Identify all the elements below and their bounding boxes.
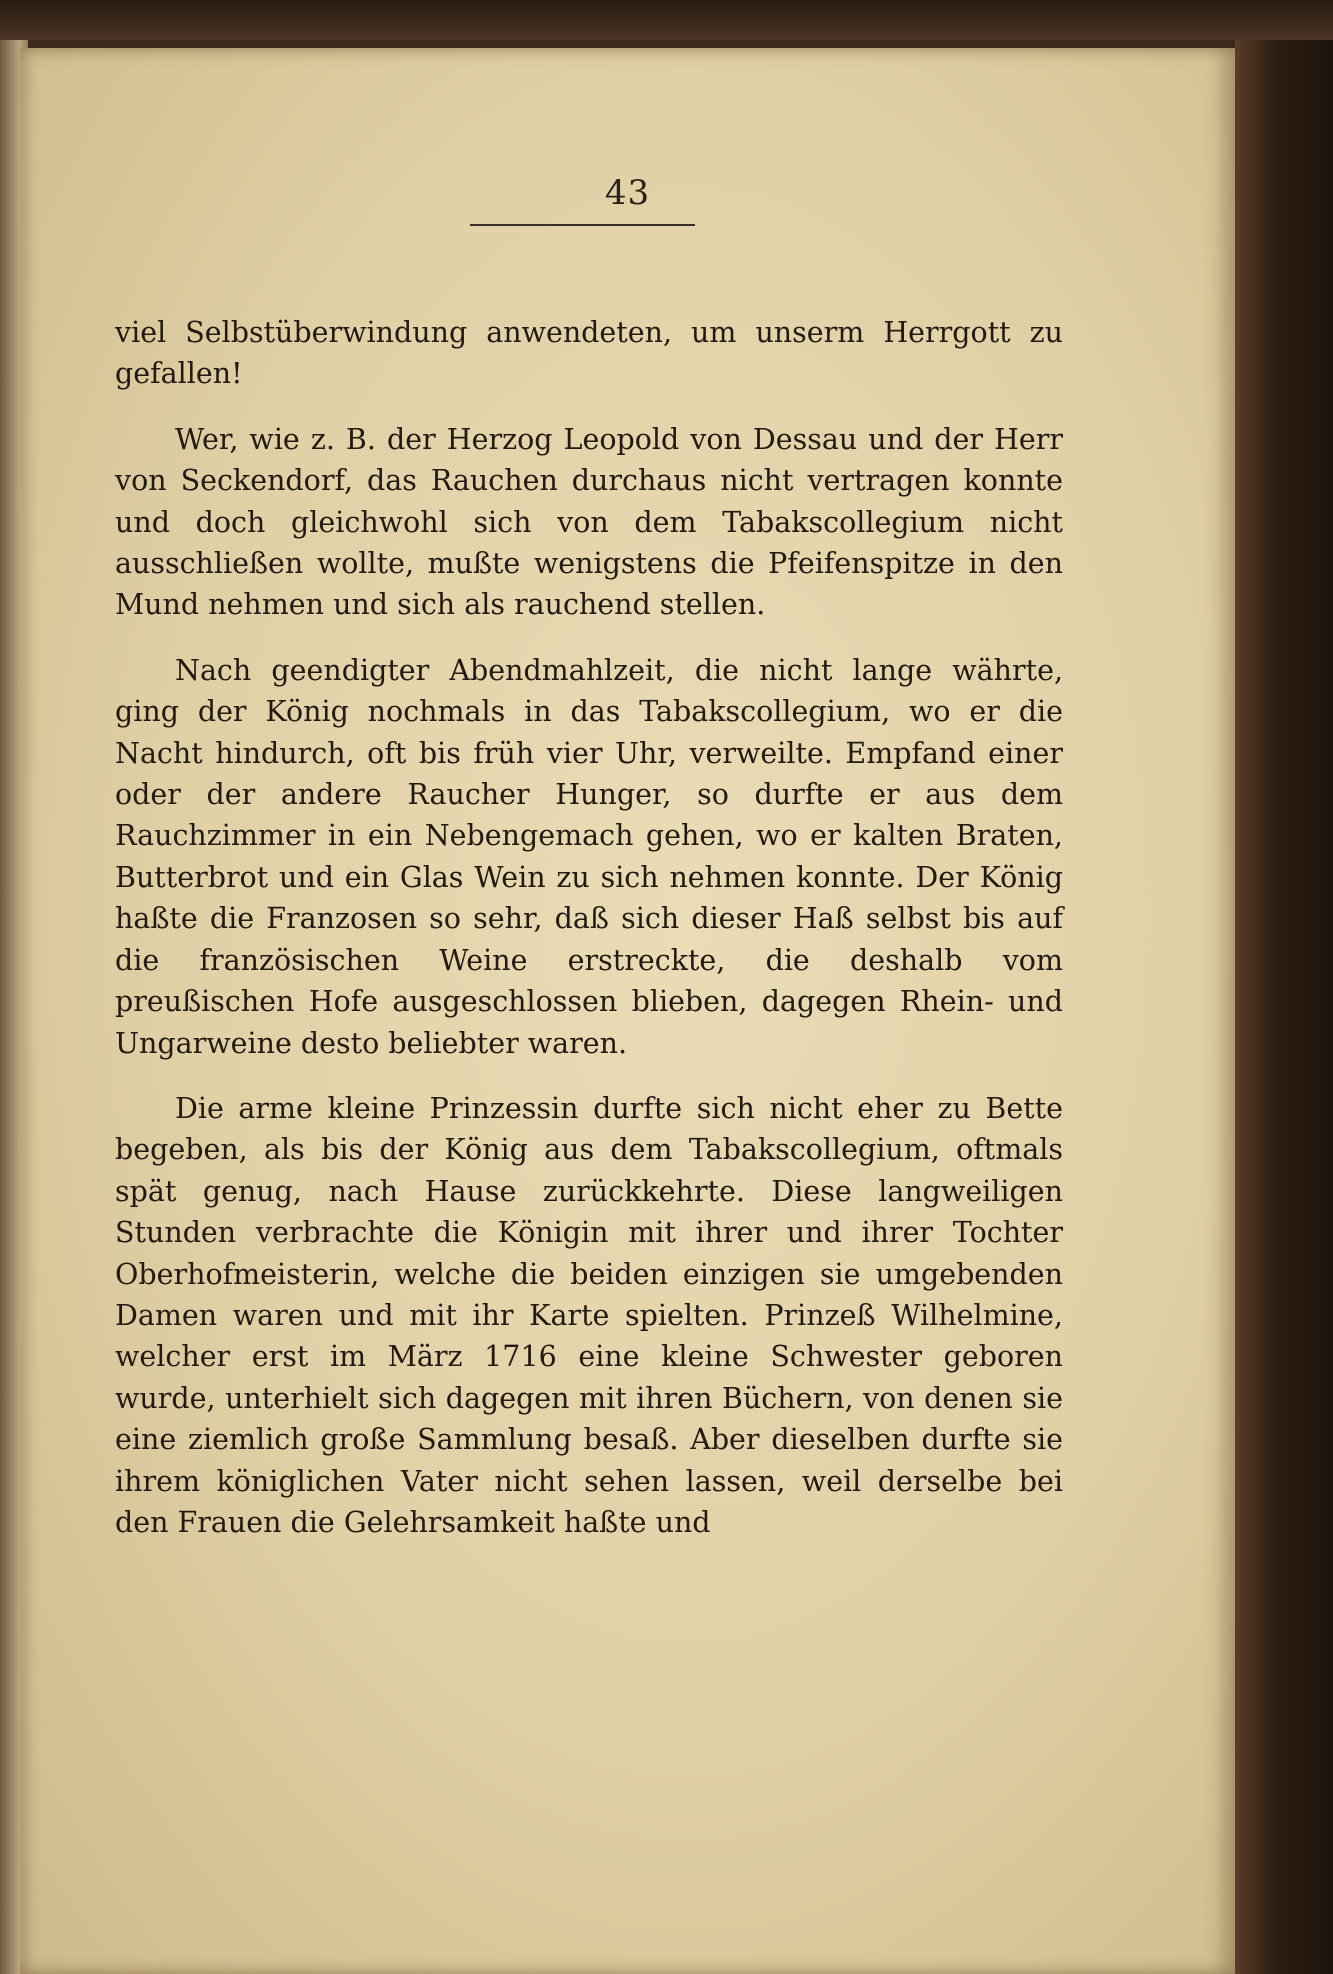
body-text [115,312,1063,1543]
book-binding-top [0,0,1333,40]
paragraph: viel Selbstüberwindung anwendeten, um unserm Herrgott zu gefallen! [115,316,1063,391]
paragraph: Wer, wie z. B. der Herzog Leopold von Dessau und der Herr von Seckendorf, das Rauchen durchaus nicht vertragen konnte und doch gleichwohl sich von dem Tabakscollegium nicht ausschließen wollte, mußte wenigstens die Pfeifenspitze in den Mund nehmen und sich als rauchend stellen. [115,422,1063,622]
paragraph: Nach geendigter Abendmahlzeit, die nicht lange währte, ging der König nochmals in das Tabakscollegium, wo er die Nacht hindurch, oft bis früh vier Uhr, verweilte. Empfand einer oder der andere Raucher Hunger, so durfte er aus dem Rauchzimmer in ein Nebengemach gehen, wo er kalten Braten, Butterbrot und ein Glas Wein zu sich nehmen konnte. Der König haßte die Franzosen so sehr, daß sich dieser Haß selbst bis auf die französischen Weine erstreckte, die deshalb vom preußischen Hofe ausgeschlossen blieben, dagegen Rhein- und Ungarweine desto beliebter waren. [115,653,1063,1060]
paragraph: Die arme kleine Prinzessin durfte sich nicht eher zu Bette begeben, als bis der König aus dem Tabakscollegium, oftmals spät genug, nach Hause zurückkehrte. Diese langweiligen Stunden verbrachte die Königin mit ihrer und ihrer Tochter Oberhofmeisterin, welche die beiden einzigen sie umgebenden Damen waren und mit ihr Karte spielten. Prinzeß Wilhelmine, welcher erst im März 1716 eine kleine Schwester geboren wurde, unterhielt sich dagegen mit ihren Büchern, von denen sie eine ziemlich große Sammlung besaß. Aber dieselben durfte sie ihrem königlichen Vater nicht sehen lassen, weil derselbe bei den Frauen die Gelehrsamkeit haßte und [115,1091,1063,1539]
book-page [20,48,1235,1974]
book-cover-edge [1235,40,1333,1974]
page-number: 43 [604,173,651,213]
header-rule [470,224,695,226]
